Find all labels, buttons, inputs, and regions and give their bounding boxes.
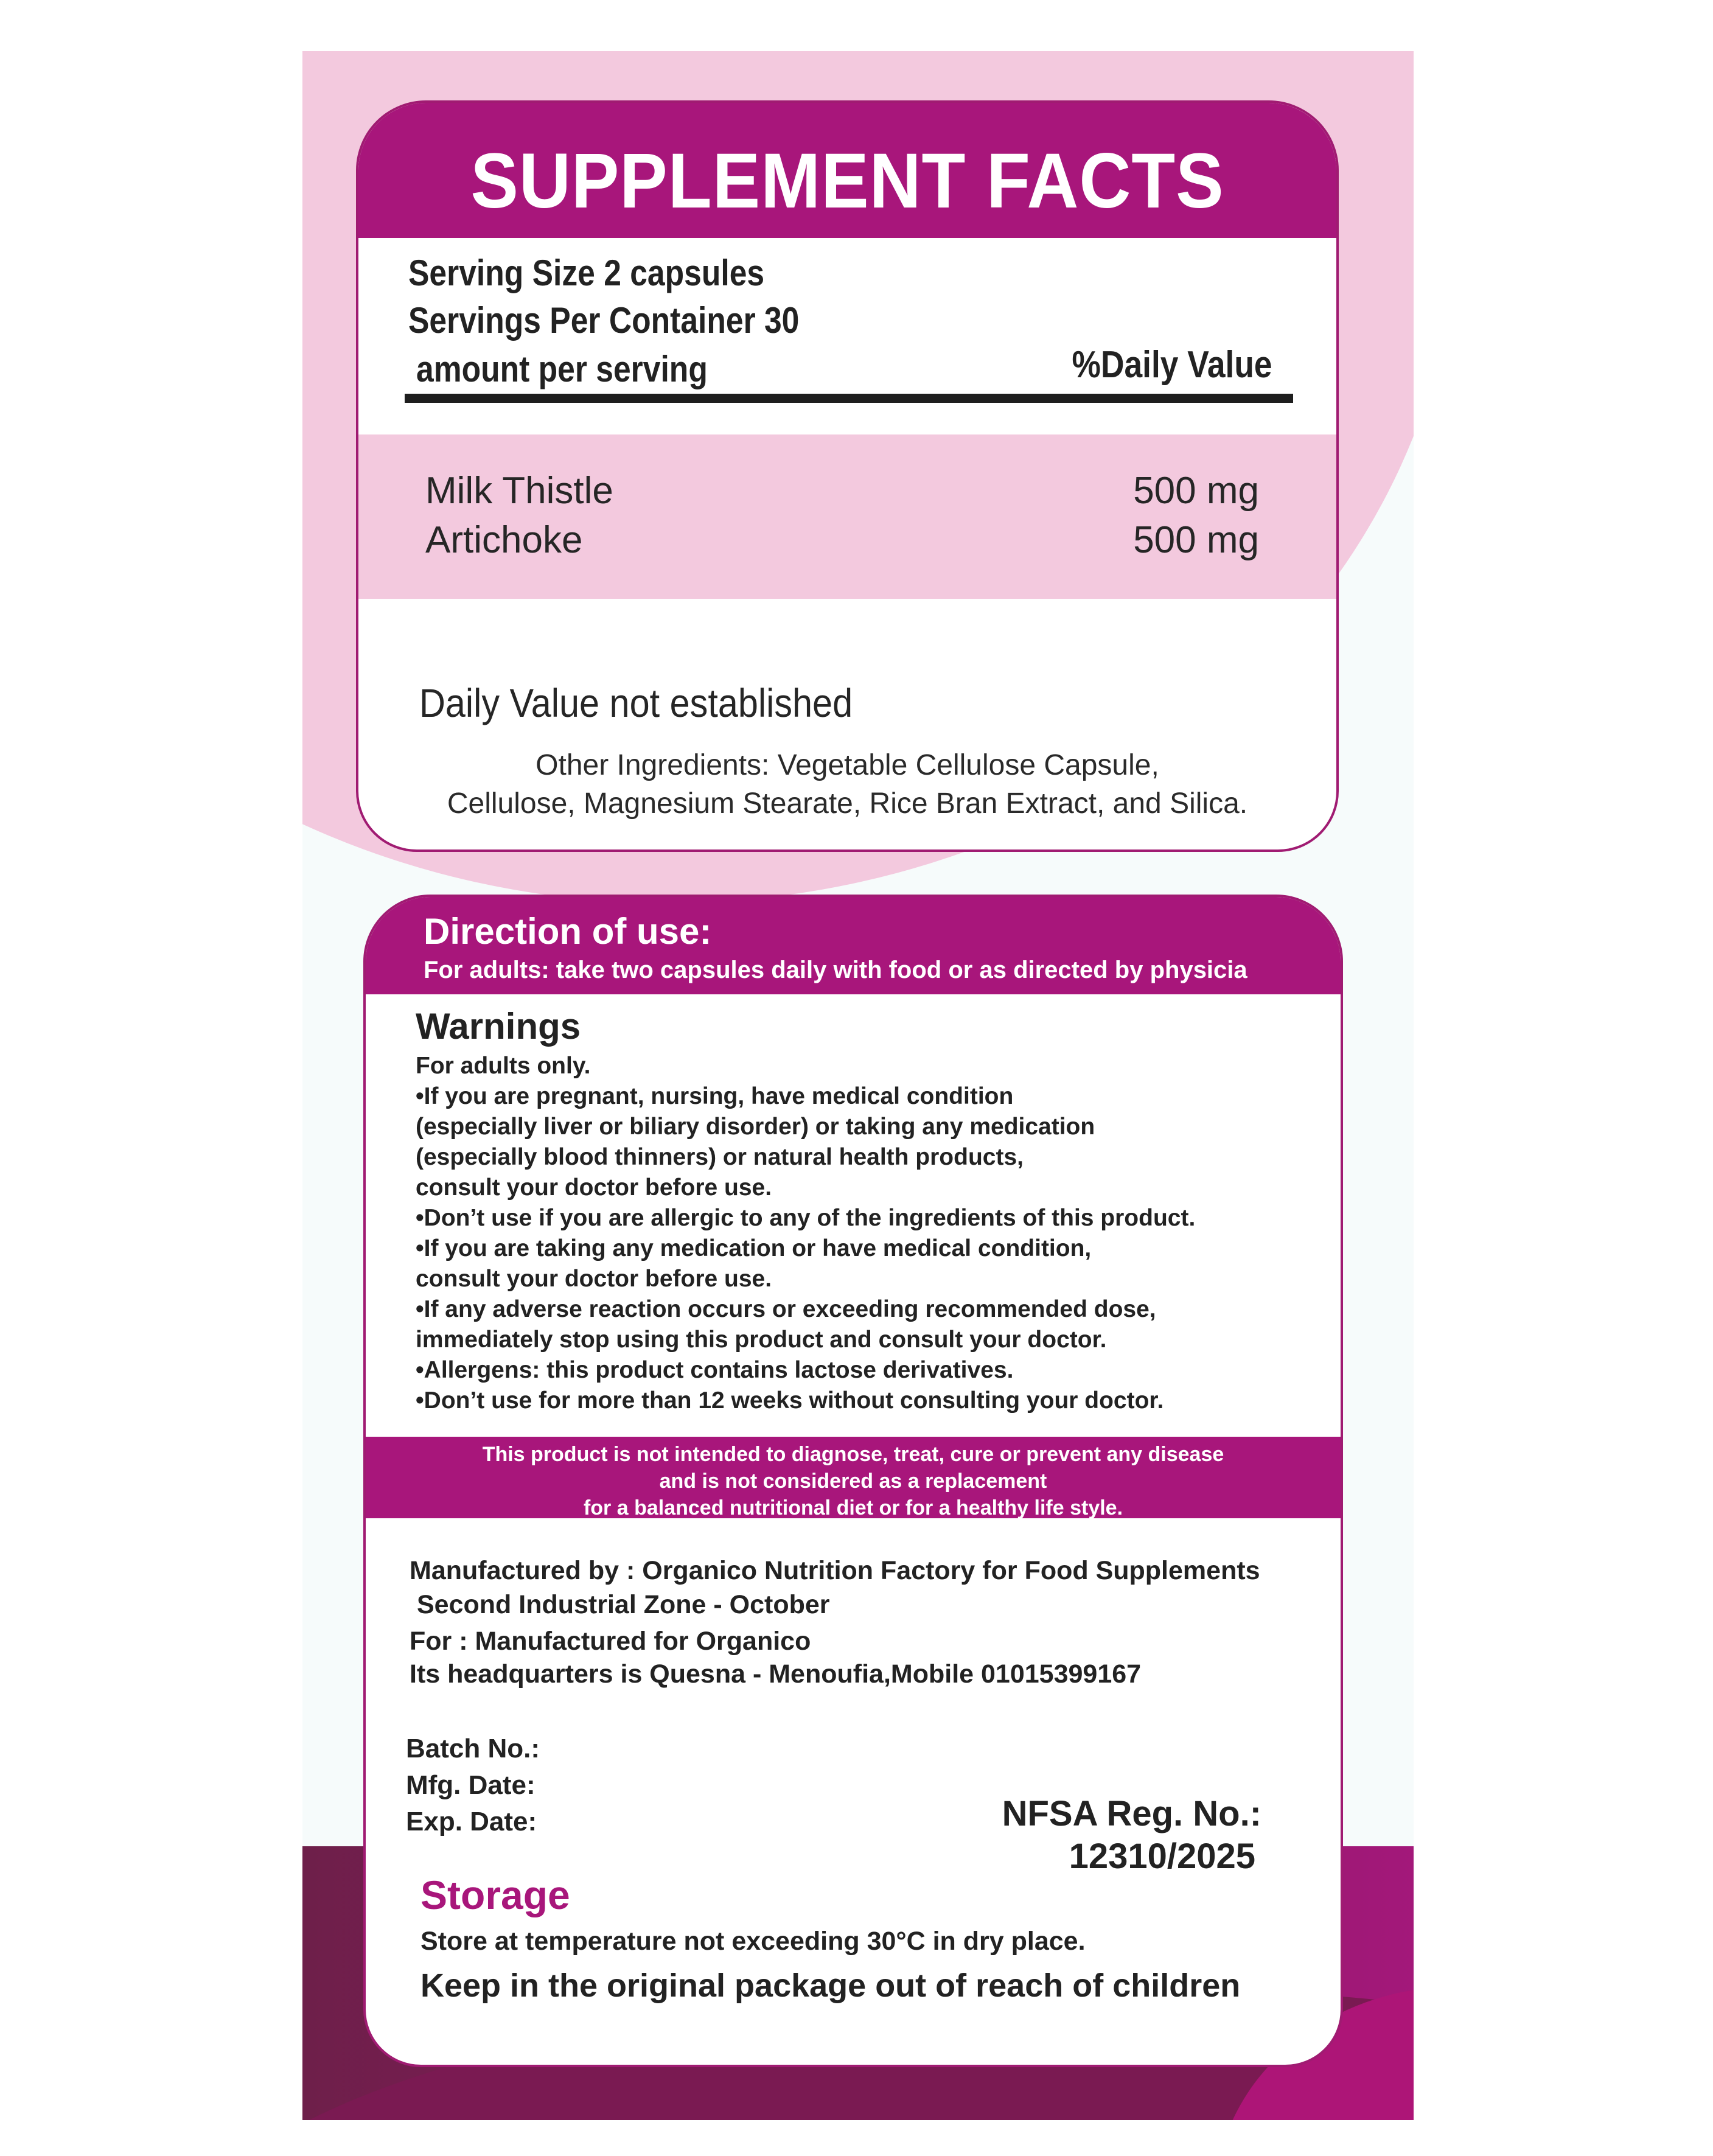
supplement-facts-panel — [356, 100, 1339, 852]
keep-away-text: Keep in the original package out of reach of children — [420, 1967, 1241, 2004]
manufacturer-line: For : Manufactured for Organico — [410, 1627, 811, 1656]
batch-number-label: Batch No.: — [406, 1734, 540, 1764]
warning-line: •Don’t use if you are allergic to any of the ingredients of this product. — [416, 1205, 1196, 1231]
disclaimer-line: This product is not intended to diagnose, treat, cure or prevent any disease — [482, 1443, 1224, 1466]
registration-label: NFSA Reg. No.: — [1002, 1794, 1261, 1833]
registration-number: 12310/2025 — [1069, 1837, 1255, 1876]
other-ingredients-line: Other Ingredients: Vegetable Cellulose Capsule, — [536, 749, 1159, 781]
manufacturer-line: Manufactured by : Organico Nutrition Factory for Food Supplements — [410, 1556, 1260, 1585]
warning-line: •Don’t use for more than 12 weeks without consulting your doctor. — [416, 1387, 1164, 1414]
directions-header — [366, 897, 1341, 994]
warning-line: (especially blood thinners) or natural health products, — [416, 1144, 1024, 1170]
directions-text: For adults: take two capsules daily with food or as directed by physicia — [424, 957, 1247, 983]
manufacturer-line: Its headquarters is Quesna - Menoufia,Mobile 01015399167 — [410, 1659, 1142, 1689]
disclaimer-line: for a balanced nutritional diet or for a healthy life style. — [583, 1496, 1123, 1519]
divider-rule — [405, 394, 1293, 403]
mfg-date-label: Mfg. Date: — [406, 1770, 536, 1800]
daily-value-header: %Daily Value — [1072, 344, 1272, 386]
warning-line: •Allergens: this product contains lactose derivatives. — [416, 1357, 1014, 1383]
storage-text: Store at temperature not exceeding 30°C in dry place. — [420, 1927, 1086, 1956]
warning-line: consult your doctor before use. — [416, 1174, 772, 1201]
ingredient-amount: 500 mg — [1133, 470, 1259, 512]
storage-title: Storage — [420, 1872, 570, 1917]
other-ingredients-line: Cellulose, Magnesium Stearate, Rice Bran Extract, and Silica. — [447, 787, 1248, 820]
warning-line: •If any adverse reaction occurs or exceeding recommended dose, — [416, 1296, 1156, 1322]
ingredient-name: Milk Thistle — [425, 470, 613, 512]
ingredient-band — [358, 434, 1336, 599]
manufacturer-line: Second Industrial Zone - October — [417, 1590, 830, 1619]
warning-line: immediately stop using this product and consult your doctor. — [416, 1327, 1107, 1353]
warning-line: •If you are taking any medication or have medical condition, — [416, 1235, 1092, 1261]
warning-line: For adults only. — [416, 1053, 591, 1079]
directions-panel — [363, 895, 1343, 2067]
daily-value-note: Daily Value not established — [419, 680, 853, 725]
amount-per-serving: amount per serving — [416, 349, 708, 389]
warning-line: •If you are pregnant, nursing, have medical condition — [416, 1083, 1014, 1109]
serving-size: Serving Size 2 capsules — [408, 253, 765, 293]
exp-date-label: Exp. Date: — [406, 1807, 537, 1837]
warnings-title: Warnings — [416, 1006, 581, 1047]
ingredient-name: Artichoke — [425, 519, 583, 561]
facts-header — [358, 103, 1336, 238]
ingredient-amount: 500 mg — [1133, 519, 1259, 561]
disclaimer-band — [366, 1437, 1341, 1518]
warning-line: (especially liver or biliary disorder) or taking any medication — [416, 1114, 1095, 1140]
directions-title: Direction of use: — [424, 911, 712, 952]
disclaimer-line: and is not considered as a replacement — [659, 1470, 1047, 1493]
facts-title: SUPPLEMENT FACTS — [470, 138, 1224, 225]
servings-per-container: Servings Per Container 30 — [408, 300, 800, 341]
warning-line: consult your doctor before use. — [416, 1266, 772, 1292]
